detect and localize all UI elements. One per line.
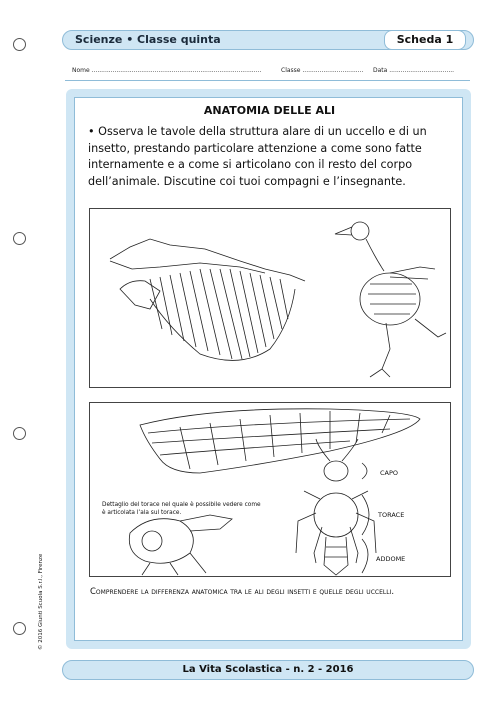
instruction-text: • Osserva le tavole della struttura alare di un uccello e di un insetto, prestando particolare attenzione a come sono fatte internamente e a come si articolano con il resto del corpo dell’animale. Discutine coi tuoi compagni e l’insegnante. xyxy=(88,125,427,188)
worksheet-content xyxy=(74,97,463,641)
label-abdomen: ADDOME xyxy=(376,555,406,563)
binder-hole xyxy=(13,622,26,635)
insect-caption: Dettaglio del torace nel quale è possibile vedere come è articolata l’ala sul torace. xyxy=(102,502,261,516)
divider xyxy=(65,80,470,81)
date-field: Data .................................. xyxy=(373,67,455,74)
binder-hole xyxy=(13,38,26,51)
worksheet-frame xyxy=(66,89,471,649)
subject-title: Scienze • Classe quinta xyxy=(75,33,221,46)
worksheet-number: Scheda 1 xyxy=(384,30,466,50)
class-field: Classe ................................ xyxy=(281,67,364,74)
copyright-credit: © 2016 Giunti Scuola S.r.l., Firenze xyxy=(38,553,44,650)
name-field: Nome ......................................................................................... xyxy=(72,67,262,74)
binder-hole xyxy=(13,232,26,245)
learning-goal: Comprendere la differenza anatomica tra le ali degli insetti e quelle degli uccelli. xyxy=(90,587,395,597)
binder-hole xyxy=(13,427,26,440)
label-thorax: TORACE xyxy=(378,511,405,519)
bird-wing-illustration xyxy=(89,208,451,388)
insect-drawing xyxy=(90,403,452,578)
footer-bar: La Vita Scolastica - n. 2 - 2016 xyxy=(62,660,474,680)
label-head: CAPO xyxy=(380,469,399,477)
page-title: ANATOMIA DELLE ALI xyxy=(203,104,336,117)
bird-drawing xyxy=(90,209,452,389)
insect-wing-illustration xyxy=(89,402,451,577)
